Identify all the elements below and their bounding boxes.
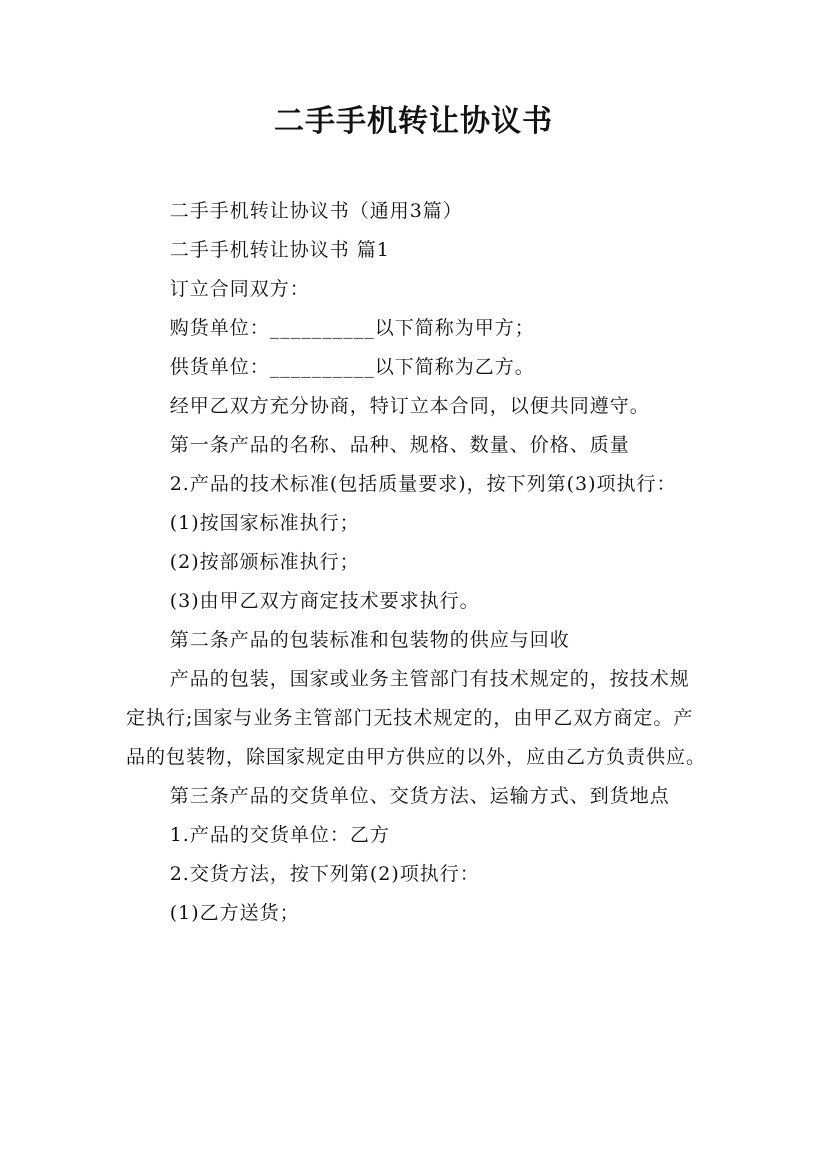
- paragraph: (1)乙方送货；: [169, 902, 300, 924]
- paragraph: 2.交货方法，按下列第(2)项执行：: [169, 863, 480, 885]
- document-body: [126, 192, 706, 933]
- paragraph: 供货单位：__________以下简称为乙方。: [169, 356, 535, 378]
- paragraph: 经甲乙双方充分协商，特订立本合同，以便共同遵守。: [169, 395, 650, 417]
- paragraph: (1)按国家标准执行；: [169, 512, 360, 534]
- paragraph: 二手手机转让协议书（通用3篇）: [169, 200, 463, 222]
- paragraph: 第三条产品的交货单位、交货方法、运输方式、到货地点: [169, 785, 670, 807]
- paragraph: 购货单位：__________以下简称为甲方；: [169, 317, 535, 339]
- paragraph: 1.产品的交货单位：乙方: [169, 824, 390, 846]
- paragraph: (3)由甲乙双方商定技术要求执行。: [169, 590, 480, 612]
- document-title: 二手手机转让协议书: [274, 104, 553, 139]
- paragraph: 订立合同双方：: [169, 278, 310, 300]
- paragraph: 产品的包装，国家或业务主管部门有技术规定的，按技术规定执行;国家与业务主管部门无技术规定的，由甲乙双方商定。产品的包装物，除国家规定由甲方供应的以外，应由乙方负责供应。: [126, 668, 707, 768]
- paragraph: 第一条产品的名称、品种、规格、数量、价格、质量: [169, 434, 630, 456]
- paragraph: (2)按部颁标准执行；: [169, 551, 360, 573]
- paragraph: 二手手机转让协议书 篇1: [169, 239, 390, 261]
- paragraph: 2.产品的技术标准(包括质量要求)，按下列第(3)项执行：: [169, 473, 677, 495]
- paragraph: 第二条产品的包装标准和包装物的供应与回收: [169, 629, 570, 651]
